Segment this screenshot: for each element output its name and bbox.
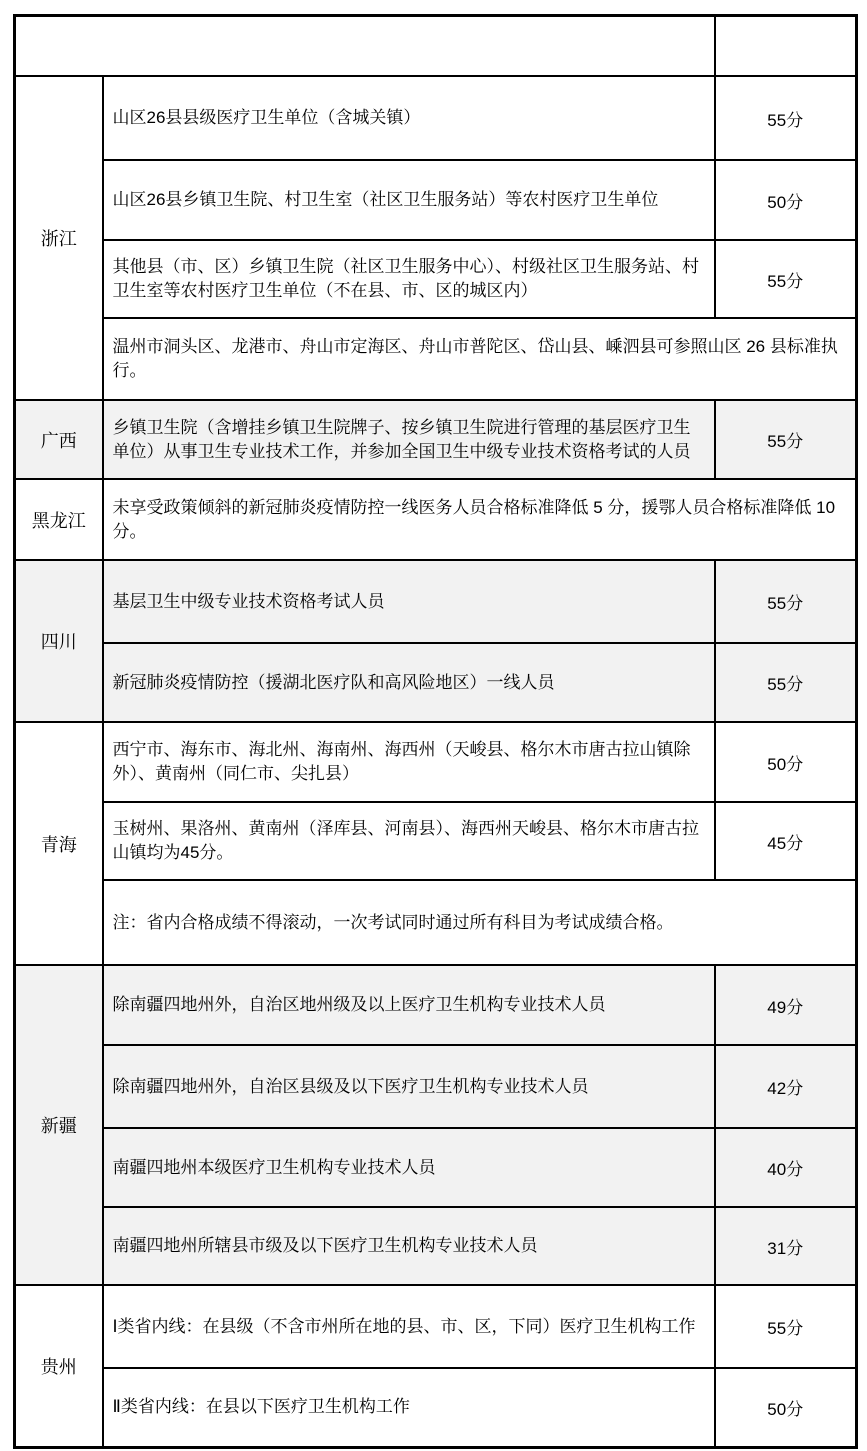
table-row [15,76,857,160]
table-row [15,1128,857,1207]
table-row [15,965,857,1045]
desc-cell: 南疆四地州本级医疗卫生机构专业技术人员 [103,1128,715,1207]
score-cell: 45分 [715,802,857,880]
desc-cell: 基层卫生中级专业技术资格考试人员 [103,560,715,643]
table-row [15,1368,857,1447]
desc-cell-fullwidth: 温州市洞头区、龙港市、舟山市定海区、舟山市普陀区、岱山县、嵊泗县可参照山区 26 县标准执行。 [103,318,857,400]
province-cell-guizhou: 贵州 [15,1285,103,1447]
score-cell: 55分 [715,76,857,160]
desc-cell: 山区26县乡镇卫生院、村卫生室（社区卫生服务站）等农村医疗卫生单位 [103,160,715,240]
header-row [15,16,857,77]
desc-cell: 除南疆四地州外，自治区县级及以下医疗卫生机构专业技术人员 [103,1045,715,1128]
score-cell: 55分 [715,560,857,643]
desc-cell: 玉树州、果洛州、黄南州（泽库县、河南县）、海西州天峻县、格尔木市唐古拉山镇均为45分。 [103,802,715,880]
score-cell: 49分 [715,965,857,1045]
table-row [15,722,857,802]
score-cell: 42分 [715,1045,857,1128]
score-cell: 55分 [715,1285,857,1368]
table-row [15,880,857,965]
table-row [15,1207,857,1285]
desc-cell: Ⅰ类省内线：在县级（不含市州所在地的县、市、区，下同）医疗卫生机构工作 [103,1285,715,1368]
table-row [15,643,857,722]
pass-score-table [13,14,858,1449]
score-cell: 50分 [715,1368,857,1447]
province-cell-qinghai: 青海 [15,722,103,965]
province-cell-guangxi: 广西 [15,400,103,479]
table-row [15,1045,857,1128]
desc-cell: 山区26县县级医疗卫生单位（含城关镇） [103,76,715,160]
score-cell: 55分 [715,400,857,479]
province-cell-xinjiang: 新疆 [15,965,103,1285]
header-region-personnel-cell: 适用地区/人员 [15,16,715,77]
desc-cell: 南疆四地州所辖县市级及以下医疗卫生机构专业技术人员 [103,1207,715,1285]
table-row [15,560,857,643]
desc-cell-fullwidth: 未享受政策倾斜的新冠肺炎疫情防控一线医务人员合格标准降低 5 分，援鄂人员合格标准降低 10 分。 [103,479,857,560]
score-cell: 40分 [715,1128,857,1207]
header-pass-standard-cell: 合格标准 [715,16,857,77]
desc-cell: 乡镇卫生院（含增挂乡镇卫生院牌子、按乡镇卫生院进行管理的基层医疗卫生单位）从事卫生专业技术工作，并参加全国卫生中级专业技术资格考试的人员 [103,400,715,479]
province-cell-heilongjiang: 黑龙江 [15,479,103,560]
desc-cell: 西宁市、海东市、海北州、海南州、海西州（天峻县、格尔木市唐古拉山镇除外）、黄南州（同仁市、尖扎县） [103,722,715,802]
desc-cell: 新冠肺炎疫情防控（援湖北医疗队和高风险地区）一线人员 [103,643,715,722]
table-row [15,1285,857,1368]
table-row [15,240,857,318]
score-cell: 50分 [715,722,857,802]
desc-cell-fullwidth: 注：省内合格成绩不得滚动，一次考试同时通过所有科目为考试成绩合格。 [103,880,857,965]
province-cell-sichuan: 四川 [15,560,103,722]
pass-score-table-container [13,14,855,1449]
desc-cell: 其他县（市、区）乡镇卫生院（社区卫生服务中心）、村级社区卫生服务站、村卫生室等农村医疗卫生单位（不在县、市、区的城区内） [103,240,715,318]
score-cell: 55分 [715,240,857,318]
table-row [15,802,857,880]
province-cell-zhejiang: 浙江 [15,76,103,400]
table-row [15,318,857,400]
table-row [15,160,857,240]
table-row [15,479,857,560]
desc-cell: 除南疆四地州外，自治区地州级及以上医疗卫生机构专业技术人员 [103,965,715,1045]
score-cell: 31分 [715,1207,857,1285]
desc-cell: Ⅱ类省内线：在县以下医疗卫生机构工作 [103,1368,715,1447]
score-cell: 50分 [715,160,857,240]
score-cell: 55分 [715,643,857,722]
table-row [15,400,857,479]
